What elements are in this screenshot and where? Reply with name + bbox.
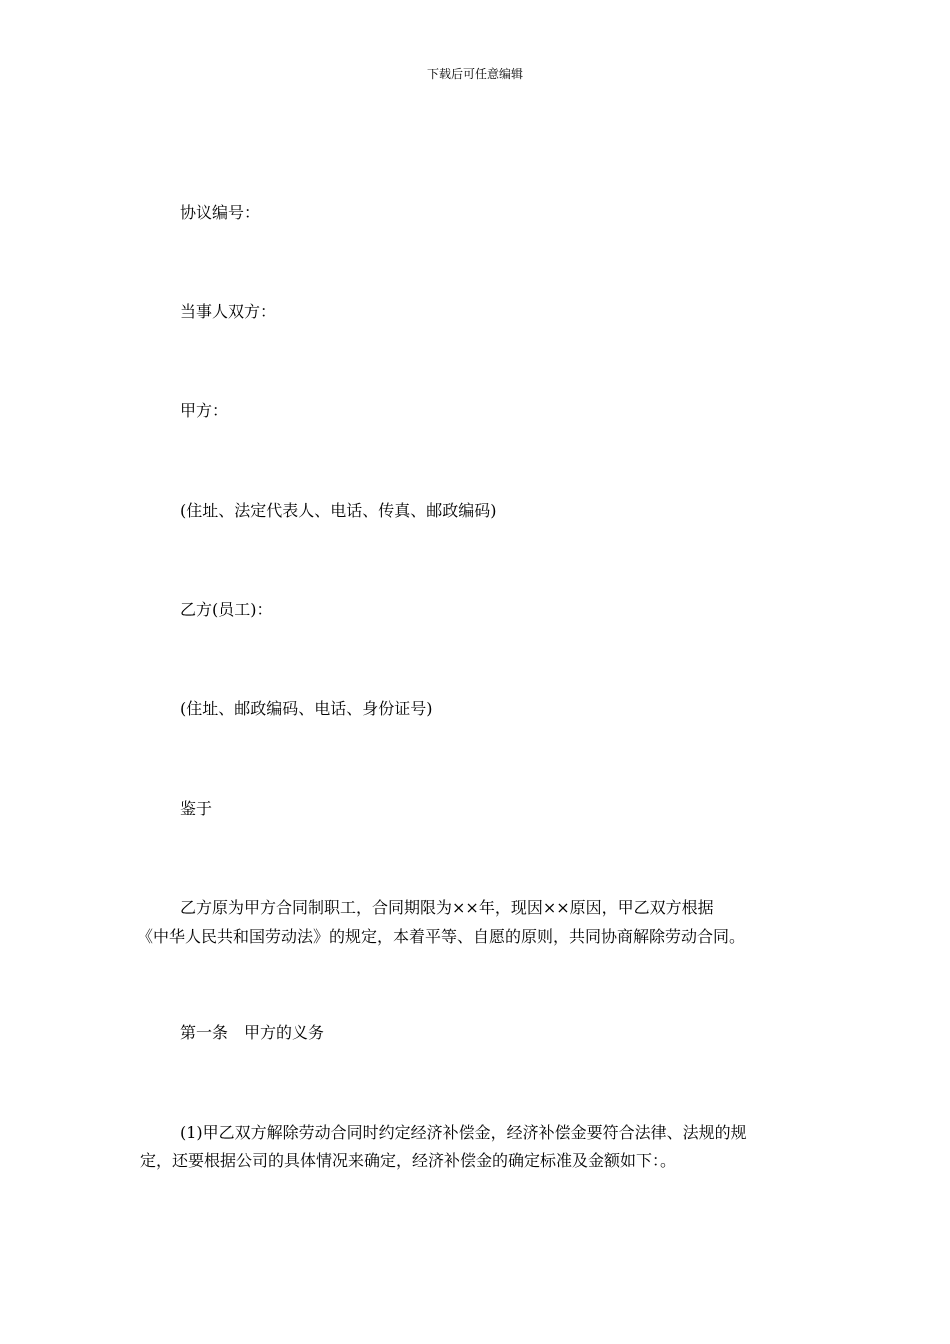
- article-1-title: 第一条 甲方的义务: [180, 1023, 325, 1042]
- article-1-item-1-line-2: 定，还要根据公司的具体情况来确定，经济补偿金的确定标准及金额如下：。: [140, 1151, 677, 1170]
- whereas-label: 鉴于: [180, 799, 213, 818]
- party-b-label: 乙方(员工)：: [180, 600, 273, 619]
- article-1-item-1-line-1: (1)甲乙双方解除劳动合同时约定经济补偿金，经济补偿金要符合法律、法规的规: [180, 1123, 747, 1142]
- party-b-info: (住址、邮政编码、电话、身份证号): [180, 699, 433, 718]
- party-a-info: (住址、法定代表人、电话、传真、邮政编码): [180, 501, 497, 520]
- agreement-number-label: 协议编号：: [180, 203, 261, 222]
- parties-label: 当事人双方：: [180, 302, 277, 321]
- party-a-label: 甲方：: [180, 401, 229, 420]
- paragraph-1-line-1: 乙方原为甲方合同制职工，合同期限为××年，现因××原因，甲乙双方根据: [180, 898, 714, 917]
- paragraph-1-line-2: 《中华人民共和国劳动法》的规定，本着平等、自愿的原则，共同协商解除劳动合同。: [137, 927, 746, 946]
- page-header: 下载后可任意编辑: [426, 67, 523, 81]
